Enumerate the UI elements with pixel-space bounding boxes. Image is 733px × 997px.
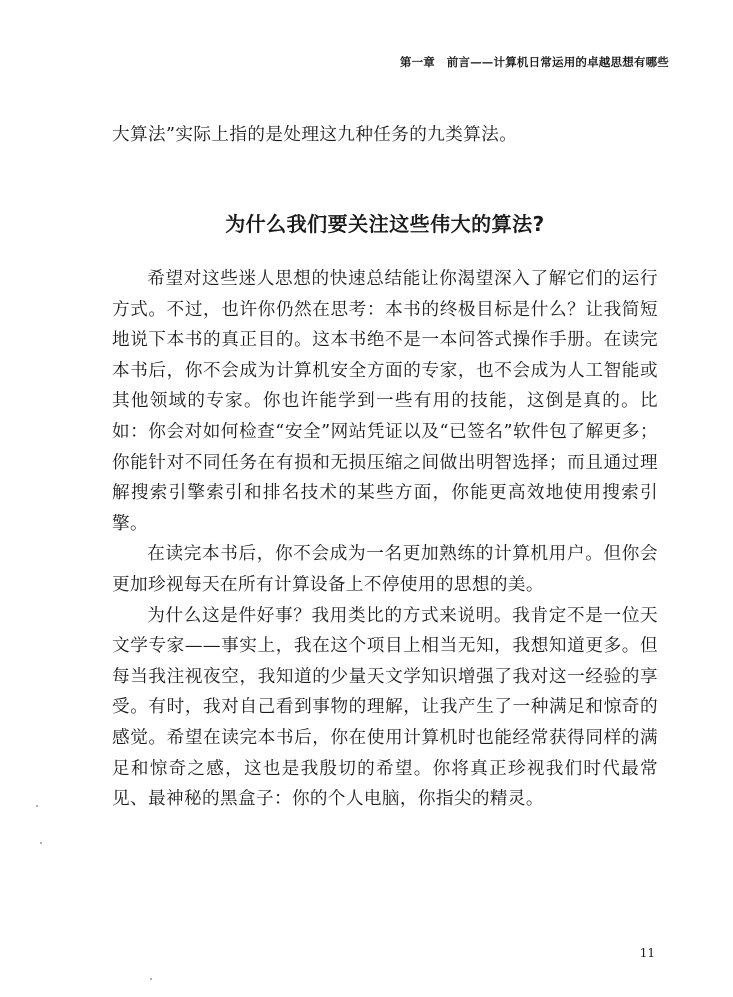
page-number: 11 (639, 946, 655, 960)
scan-speck (36, 805, 38, 807)
body-text (112, 264, 658, 815)
scan-speck (150, 978, 152, 980)
paragraph-1: 希望对这些迷人思想的快速总结能让你渴望深入了解它们的运行方式。不过，也许你仍然在思考：本书的终极目标是什么？让我简短地说下本书的真正目的。这本书绝不是一本问答式操作手册。在读完本书后，你不会成为计算机安全方面的专家，也不会成为人工智能或其他领域的专家。你也许能学到一些有用的技能，这倒是真的。比如：你会对如何检查“安全”网站凭证以及“已签名”软件包了解更多；你能针对不同任务在有损和无损压缩之间做出明智选择；而且通过理解搜索引擎索引和排名技术的某些方面，你能更高效地使用搜索引擎。 (112, 269, 658, 534)
section-title: 为什么我们要关注这些伟大的算法? (225, 212, 545, 236)
paragraph-3: 为什么这是件好事？我用类比的方式来说明。我肯定不是一位天文学专家——事实上，我在这个项目上相当无知，我想知道更多。但每当我注视夜空，我知道的少量天文学知识增强了我对这一经验的享受。有时，我对自己看到事物的理解，让我产生了一种满足和惊奇的感觉。希望在读完本书后，你在使用计算机时也能经常获得同样的满足和惊奇之感，这也是我殷切的希望。你将真正珍视我们时代最常见、最神秘的黑盒子：你的个人电脑，你指尖的精灵。 (112, 605, 658, 810)
running-header: 第一章 前言——计算机日常运用的卓越思想有哪些 (399, 55, 669, 69)
paragraph-2: 在读完本书后，你不会成为一名更加熟练的计算机用户。但你会更加珍视每天在所有计算设备上不停使用的思想的美。 (112, 544, 658, 595)
continued-paragraph-line: 大算法”实际上指的是处理这九种任务的九类算法。 (112, 125, 518, 145)
scan-speck (40, 842, 42, 844)
